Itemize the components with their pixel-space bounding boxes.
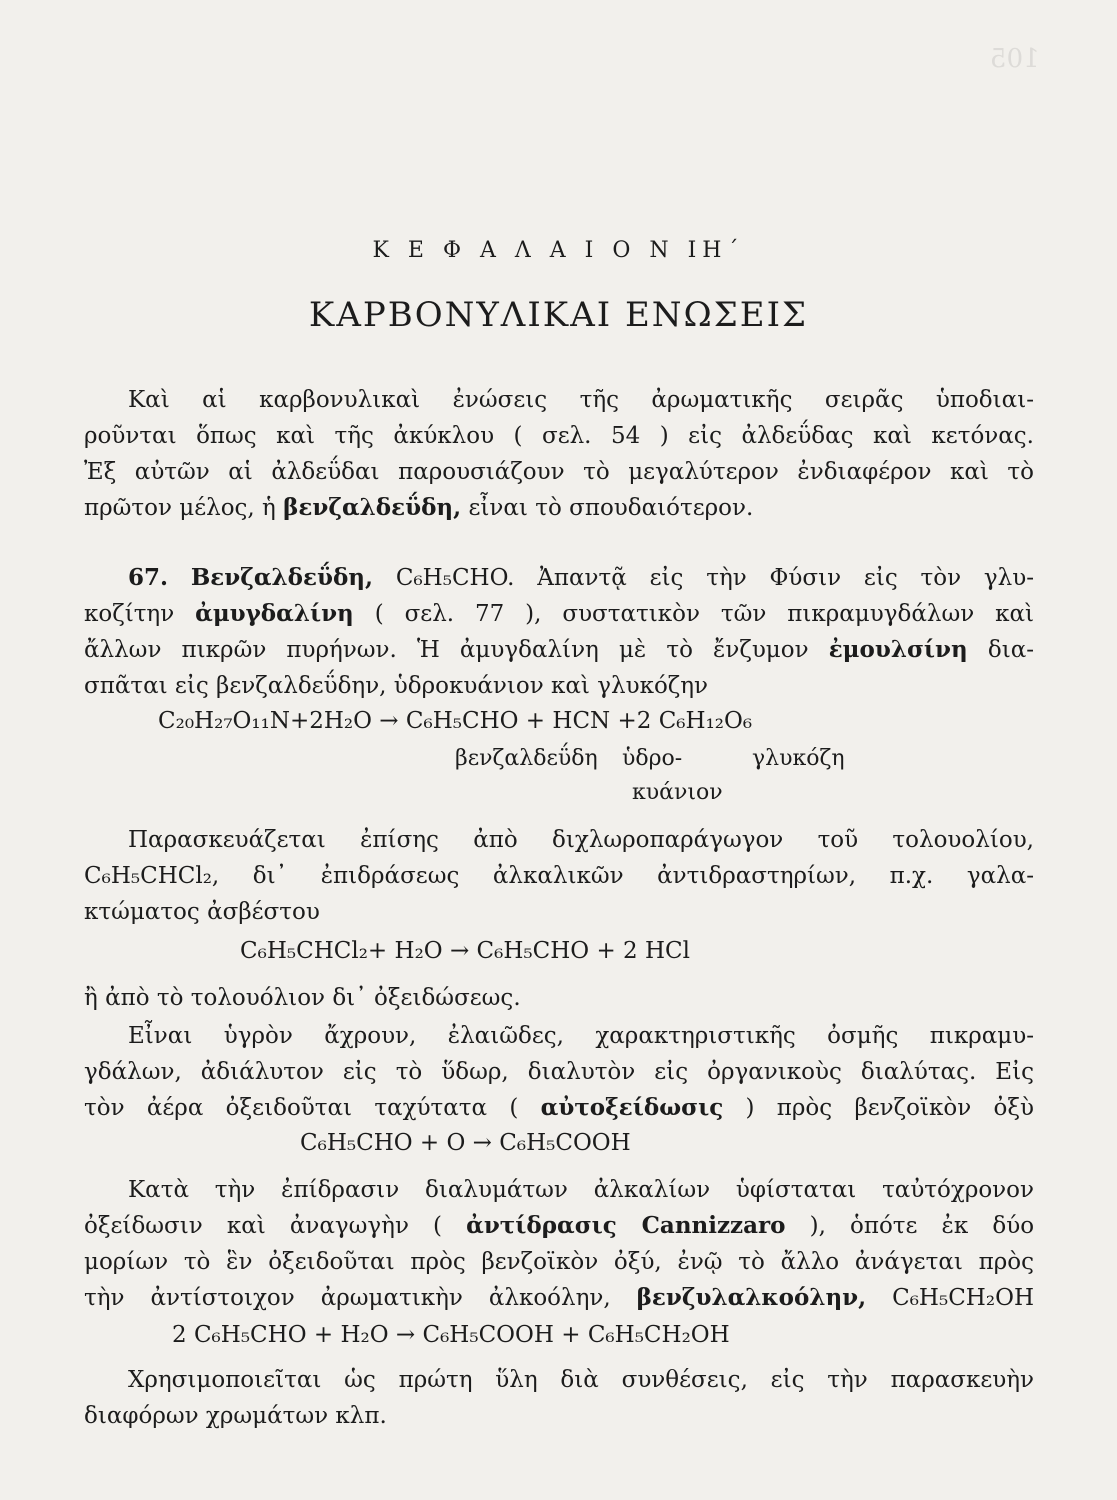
page-title: ΚΑΡΒΟΝΥΛΙΚΑΙ ΕΝΩΣΕΙΣ bbox=[308, 295, 809, 335]
text-line bbox=[84, 560, 1034, 596]
bleed-page-number: 105 bbox=[990, 44, 1040, 74]
text-span: ), ὁπότε ἐκ δύο bbox=[809, 1213, 1035, 1239]
text-line bbox=[84, 632, 1034, 668]
term-benzyl-alcohol: βενζυλαλκοόλην, bbox=[636, 1284, 867, 1311]
text-span: δι᾽ ἐπιδράσεως ἀλκαλικῶν ἀντιδραστηρίων, π.χ. γαλα- bbox=[252, 863, 1034, 889]
chapter-label: Κ Ε Φ Α Λ Α Ι Ο Ν ΙΗ΄ bbox=[372, 238, 745, 263]
term-amygdalin: ἀμυγδαλίνη bbox=[195, 600, 354, 627]
properties-paragraph bbox=[84, 1018, 1034, 1126]
text-line: ἢ ἀπὸ τὸ τολουόλιον δι᾽ ὀξειδώσεως. bbox=[84, 985, 521, 1011]
text-span: ὀξείδωσιν καὶ ἀναγωγὴν ( bbox=[84, 1213, 443, 1239]
equation-cannizzaro: 2 C₆H₅CHO + H₂O → C₆H₅COOH + C₆H₅CH₂OH bbox=[172, 1322, 730, 1348]
formula: C₆H₅CHCl₂, bbox=[84, 863, 220, 889]
term-benzaldehyde: βενζαλδεΰδη, bbox=[283, 494, 462, 521]
text-span: τὸν ἀέρα ὀξειδοῦται ταχύτατα ( bbox=[84, 1095, 519, 1121]
text-span: ἄλλων πικρῶν πυρήνων. Ἡ ἀμυγδαλίνη μὲ τὸ ἔνζυμον bbox=[84, 637, 809, 663]
formula: C₆H₅CHO. bbox=[395, 565, 515, 591]
equation-benzal-chloride: C₆H₅CHCl₂+ H₂O → C₆H₅CHO + 2 HCl bbox=[240, 938, 690, 964]
cannizzaro-paragraph bbox=[84, 1172, 1034, 1316]
text-span: κοζίτην bbox=[84, 601, 175, 627]
equation-amygdalin: C₂₀H₂₇O₁₁N+2H₂O → C₆H₅CHO + HCN +2 C₆H₁₂O₆ bbox=[158, 708, 753, 734]
text-line bbox=[84, 1090, 1034, 1126]
preparation-paragraph bbox=[84, 822, 1034, 930]
text-line: διαφόρων χρωμάτων κλπ. bbox=[84, 1403, 387, 1429]
text-span: ( σελ. 77 ), συστατικὸν τῶν πικραμυγδάλων καὶ bbox=[374, 601, 1035, 627]
uses-paragraph bbox=[84, 1362, 1034, 1434]
text-line: Ἐξ αὐτῶν αἱ ἀλδεΰδαι παρουσιάζουν τὸ μεγαλύτερον ἐνδιαφέρον καὶ τὸ bbox=[84, 459, 1034, 485]
text-span: εἶναι τὸ σπουδαιότερον. bbox=[468, 495, 754, 521]
section-number: 67. bbox=[128, 564, 169, 591]
text-line: Παρασκευάζεται ἐπίσης ἀπὸ διχλωροπαράγωγον τοῦ τολουολίου, bbox=[128, 827, 1034, 853]
text-span: πρῶτον μέλος, ἡ bbox=[84, 495, 276, 521]
text-line: Χρησιμοποιεῖται ὡς πρώτη ὕλη διὰ συνθέσεις, εἰς τὴν παρασκευὴν bbox=[128, 1367, 1034, 1393]
oxidation-note bbox=[84, 980, 1034, 1016]
text-span: Ἀπαντᾷ εἰς τὴν Φύσιν εἰς τὸν γλυ- bbox=[537, 565, 1034, 591]
text-line: σπᾶται εἰς βενζαλδεΰδην, ὑδροκυάνιον καὶ γλυκόζην bbox=[84, 673, 709, 699]
text-span: δια- bbox=[987, 637, 1035, 663]
intro-paragraph bbox=[84, 382, 1034, 526]
equation-label: βενζαλδεΰδη bbox=[455, 746, 598, 771]
equation-label: ὑδρο- bbox=[622, 746, 683, 771]
text-span: τὴν ἀντίστοιχον ἀρωματικὴν ἀλκοόλην, bbox=[84, 1285, 611, 1311]
text-line: γδάλων, ἀδιάλυτον εἰς τὸ ὕδωρ, διαλυτὸν εἰς ὀργανικοὺς διαλύτας. Εἰς bbox=[84, 1059, 1034, 1085]
section-67 bbox=[84, 560, 1034, 704]
equation-label: γλυκόζη bbox=[752, 746, 845, 771]
text-line: Κατὰ τὴν ἐπίδρασιν διαλυμάτων ἀλκαλίων ὑφίσταται ταὐτόχρονον bbox=[128, 1177, 1034, 1203]
text-line bbox=[84, 490, 1034, 526]
text-span: ) πρὸς βενζοϊκὸν ὀξὺ bbox=[745, 1095, 1035, 1121]
text-line: Καὶ αἱ καρβονυλικαὶ ἐνώσεις τῆς ἀρωματικῆς σειρᾶς ὑποδιαι- bbox=[128, 387, 1034, 413]
text-line: ροῦνται ὅπως καὶ τῆς ἀκύκλου ( σελ. 54 ) εἰς ἀλδεΰδας καὶ κετόνας. bbox=[84, 423, 1034, 449]
equation-label: κυάνιον bbox=[632, 780, 723, 805]
text-line: κτώματος ἀσβέστου bbox=[84, 899, 320, 925]
text-line: Εἶναι ὑγρὸν ἄχρουν, ἐλαιῶδες, χαρακτηριστικῆς ὀσμῆς πικραμυ- bbox=[128, 1023, 1034, 1049]
formula: C₆H₅CH₂OH bbox=[892, 1285, 1034, 1311]
term-autoxidation: αὐτοξείδωσις bbox=[540, 1094, 724, 1121]
text-line bbox=[84, 1208, 1034, 1244]
text-line bbox=[84, 596, 1034, 632]
section-title: Βενζαλδεΰδη, bbox=[190, 564, 374, 591]
text-line bbox=[84, 1280, 1034, 1316]
text-line bbox=[84, 858, 1034, 894]
equation-oxidation: C₆H₅CHO + O → C₆H₅COOH bbox=[300, 1130, 631, 1156]
term-emulsin: ἐμουλσίνη bbox=[828, 636, 968, 663]
text-line: μορίων τὸ ἓν ὀξειδοῦται πρὸς βενζοϊκὸν ὀξύ, ἐνῷ τὸ ἄλλο ἀνάγεται πρὸς bbox=[84, 1249, 1034, 1275]
term-cannizzaro: ἀντίδρασις Cannizzaro bbox=[466, 1212, 786, 1239]
